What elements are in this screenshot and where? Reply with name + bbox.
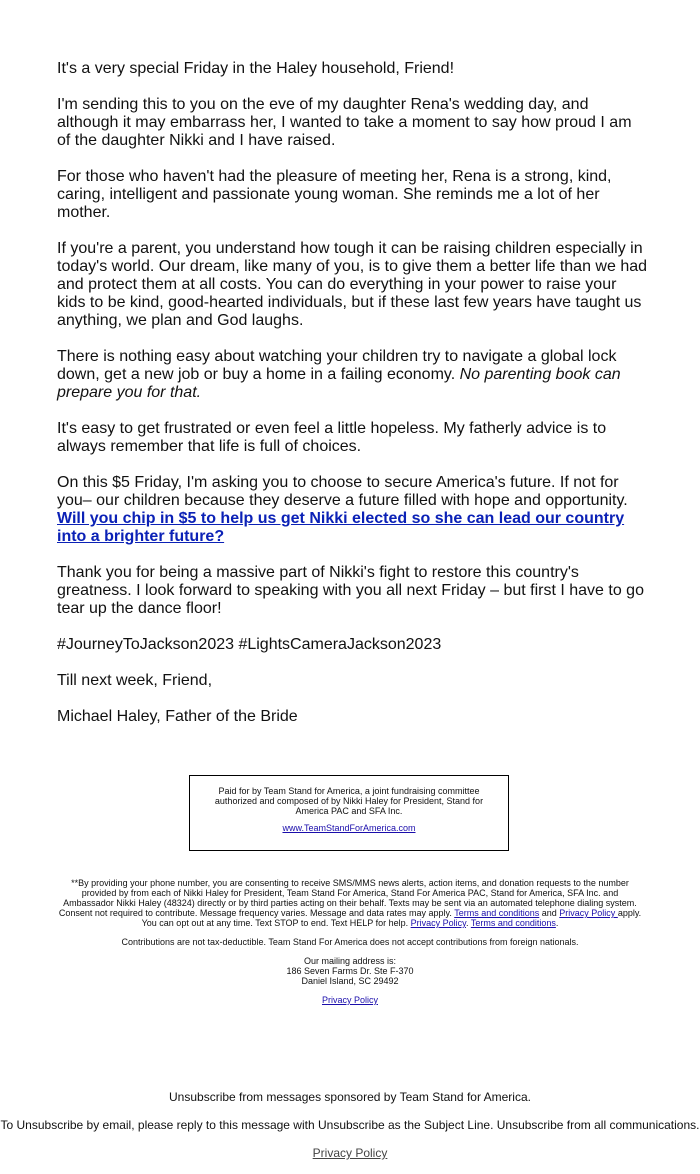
unsubscribe-email: To Unsubscribe by email, please reply to this message with Unsubscribe as the Subject Line. Unsubscribe from all communications. (0, 1118, 700, 1132)
paragraph-parent: If you're a parent, you understand how tough it can be raising children especially in today's world. Our dream, like many of you, is to give them a better life than we had and protect them at all costs. You can do everything in your power to raise your kids to be kind, good-hearted individuals, but if these last few years have taught us anything, we plan and God laughs. (57, 240, 648, 329)
footer-privacy-link[interactable]: Privacy Policy (312, 1146, 388, 1160)
privacy-line (57, 995, 643, 1005)
sms-consent (57, 878, 643, 928)
paragraph-rena: For those who haven't had the pleasure of meeting her, Rena is a strong, kind, caring, intelligent and passionate young woman. She reminds me a lot of her mother. (57, 168, 612, 221)
paragraph-thanks: Thank you for being a massive part of Nikki's fight to restore this country's greatness. I look forward to speaking with you all next Friday – but first I have to go tear up the dance floor! (57, 564, 644, 617)
footer (0, 1090, 700, 1174)
footer-privacy (0, 1146, 700, 1160)
terms-link-2[interactable]: Terms and conditions (470, 918, 556, 928)
paragraph-wedding: I'm sending this to you on the eve of my daughter Rena's wedding day, and although it may embarrass her, I wanted to take a moment to say how proud I am of the daughter Nikki and I have raised. (57, 96, 632, 149)
donate-link[interactable]: Will you chip in $5 to help us get Nikki elected so she can lead our country into a brighter future? (57, 510, 625, 545)
paragraph-ask-text: On this $5 Friday, I'm asking you to choose to secure America's future. If not for you– our children because they deserve a future filled with hope and opportunity. (57, 474, 628, 509)
paid-for-text: Paid for by Team Stand for America, a joint fundraising committee authorized and composed of by Nikki Haley for President, Stand for America PAC and SFA Inc. (214, 786, 484, 816)
hashtags: #JourneyToJackson2023 #LightsCameraJackson2023 (57, 636, 442, 653)
greeting-paragraph: It's a very special Friday in the Haley household, Friend! (57, 60, 455, 77)
contributions-notice: Contributions are not tax-deductible. Team Stand For America does not accept contributions from foreign nationals. (121, 937, 579, 947)
sms-and: and (539, 908, 560, 918)
mailing-address (57, 956, 643, 986)
unsubscribe-sponsored[interactable]: Unsubscribe from messages sponsored by Team Stand for America. (169, 1090, 531, 1104)
signature: Michael Haley, Father of the Bride (57, 708, 298, 725)
sms-consent-text-2: apply. You can opt out at any time. Text STOP to end. Text HELP for help. (141, 908, 642, 928)
address-line-2: Daniel Island, SC 29492 (301, 976, 399, 986)
email-body (57, 60, 647, 744)
closing: Till next week, Friend, (57, 672, 213, 689)
sms-sep: . (465, 918, 471, 928)
privacy-policy-link-2[interactable]: Privacy Policy (410, 918, 466, 928)
address-label: Our mailing address is: (303, 956, 397, 966)
sms-consent-text-1: **By providing your phone number, you are consenting to receive SMS/MMS news alerts, action items, and donation requests to the number provided by from each of Nikki Haley for President, Team Stand For America, Stand For America PAC, Stand for America, SFA Inc. and Ambassador Nikki Haley (48324) directly or by third parties acting on their behalf. Texts may be sent via an automated telephone dialing system. Consent not required to contribute. Message frequency varies. Message and data rates may apply. (58, 878, 637, 918)
paragraph-lockdown-italic: No parenting book can prepare you for that. (57, 366, 621, 401)
paragraph-lockdown-text: There is nothing easy about watching your children try to navigate a global lock down, get a new job or buy a home in a failing economy. (57, 348, 617, 383)
address-line-1: 186 Seven Farms Dr. Ste F-370 (286, 966, 414, 976)
legal-section (57, 878, 643, 1014)
paragraph-lockdown (57, 348, 647, 402)
paragraph-choices: It's easy to get frustrated or even feel a little hopeless. My fatherly advice is to always remember that life is full of choices. (57, 420, 607, 455)
paid-for-box (189, 775, 509, 851)
paragraph-ask (57, 474, 647, 546)
website-link[interactable]: www.TeamStandForAmerica.com (282, 823, 416, 833)
privacy-policy-link-3[interactable]: Privacy Policy (321, 995, 378, 1005)
website-line (200, 823, 498, 833)
privacy-policy-link[interactable]: Privacy Policy (559, 908, 618, 918)
sms-end: . (555, 918, 559, 928)
terms-link[interactable]: Terms and conditions (454, 908, 540, 918)
